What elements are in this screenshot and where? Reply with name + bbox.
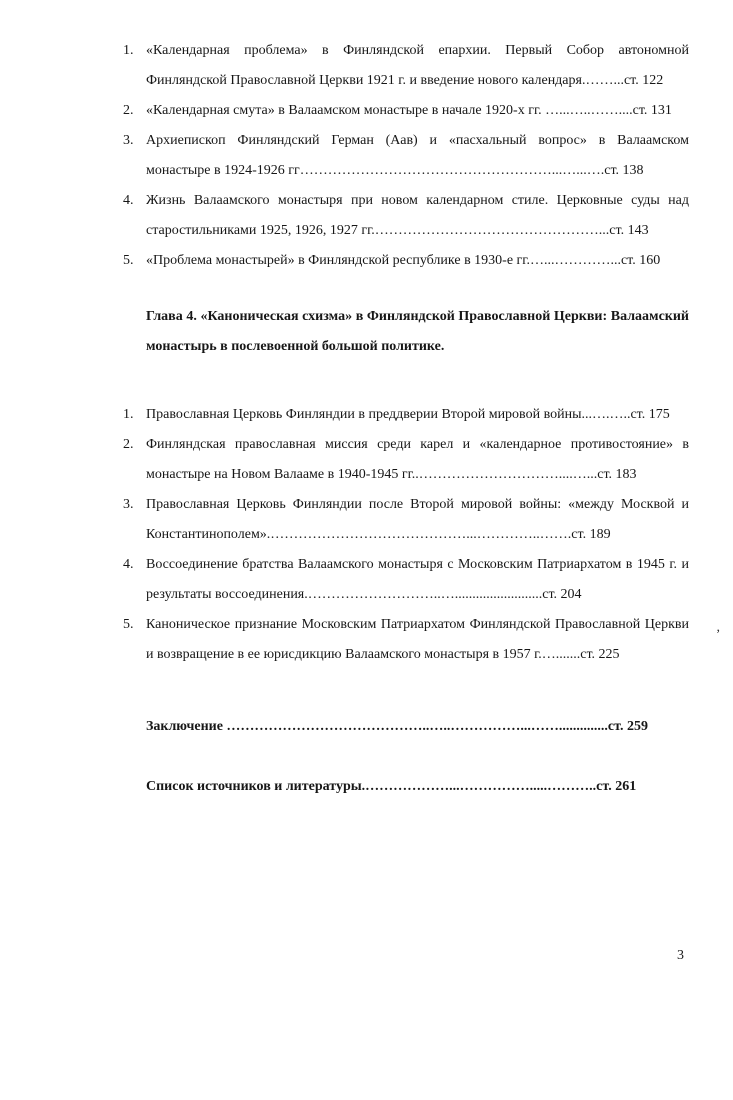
toc-item-text: Воссоединение братства Валаамского монастыря с Московским Патриархатом в 1945 г. и результаты воссоединения.………………………..….........................ст. 204 — [146, 557, 689, 602]
toc-item — [123, 186, 689, 246]
toc-item-number: 3. — [123, 133, 134, 148]
toc-item — [123, 96, 689, 126]
toc-item — [123, 400, 689, 430]
toc-item-text: Архиепископ Финляндский Герман (Аав) и «пасхальный вопрос» в Валаамском монастыре в 1924-1926 гг………………………………………………...…...….ст. 138 — [146, 133, 689, 178]
page-number: 3 — [677, 948, 684, 963]
toc-item-text: Православная Церковь Финляндии после Второй мировой войны: «между Москвой и Константинополем».……………………………………...…………..…….ст. 189 — [146, 497, 689, 542]
toc-item-number: 2. — [123, 437, 134, 452]
scan-artifact-mark: , — [716, 620, 720, 635]
toc-item — [123, 610, 689, 670]
toc-content — [123, 36, 689, 802]
toc-item-text: Православная Церковь Финляндии в преддверии Второй мировой войны...….…..ст. 175 — [146, 407, 670, 422]
toc-item-number: 2. — [123, 103, 134, 118]
toc-item-number: 5. — [123, 617, 134, 632]
toc-item-number: 4. — [123, 193, 134, 208]
toc-item-text: Каноническое признание Московским Патриархатом Финляндской Православной Церкви и возвращение в ее юрисдикцию Валаамского монастыря в 1957 г.….......ст. 225 — [146, 617, 689, 662]
bibliography-entry: Список источников и литературы.………………...…………….....………..ст. 261 — [146, 779, 637, 794]
toc-item-text: «Календарная проблема» в Финляндской епархии. Первый Собор автономной Финляндской Православной Церкви 1921 г. и введение нового календаря.……...ст. 122 — [146, 43, 689, 88]
toc-item — [123, 550, 689, 610]
toc-item-number: 1. — [123, 43, 134, 58]
toc-item-text: «Календарная смута» в Валаамском монастыре в начале 1920-х гг. …...…..……....ст. 131 — [146, 103, 672, 118]
toc-list-chapter3 — [123, 36, 689, 276]
toc-item-text: Жизнь Валаамского монастыря при новом календарном стиле. Церковные суды над старостильниками 1925, 1926, 1927 гг.…………………………………………...ст. 143 — [146, 193, 689, 238]
toc-item-number: 5. — [123, 253, 134, 268]
chapter-heading: Глава 4. «Каноническая схизма» в Финляндской Православной Церкви: Валаамский монастырь в послевоенной большой политике. — [146, 309, 689, 354]
toc-item — [123, 246, 689, 276]
toc-item — [123, 430, 689, 490]
toc-item — [123, 126, 689, 186]
conclusion-entry: Заключение ……………………………………..…..……………...……..............ст. 259 — [146, 719, 648, 734]
toc-item-number: 3. — [123, 497, 134, 512]
toc-item-text: «Проблема монастырей» в Финляндской республике в 1930-е гг.…...…………...ст. 160 — [146, 253, 661, 268]
toc-item — [123, 490, 689, 550]
toc-item-number: 1. — [123, 407, 134, 422]
toc-list-chapter4 — [123, 400, 689, 670]
toc-item-text: Финляндская православная миссия среди карел и «календарное противостояние» в монастыре на Новом Валааме в 1940-1945 гг..…………………………....…...ст. 183 — [146, 437, 689, 482]
toc-item — [123, 36, 689, 96]
toc-item-number: 4. — [123, 557, 134, 572]
